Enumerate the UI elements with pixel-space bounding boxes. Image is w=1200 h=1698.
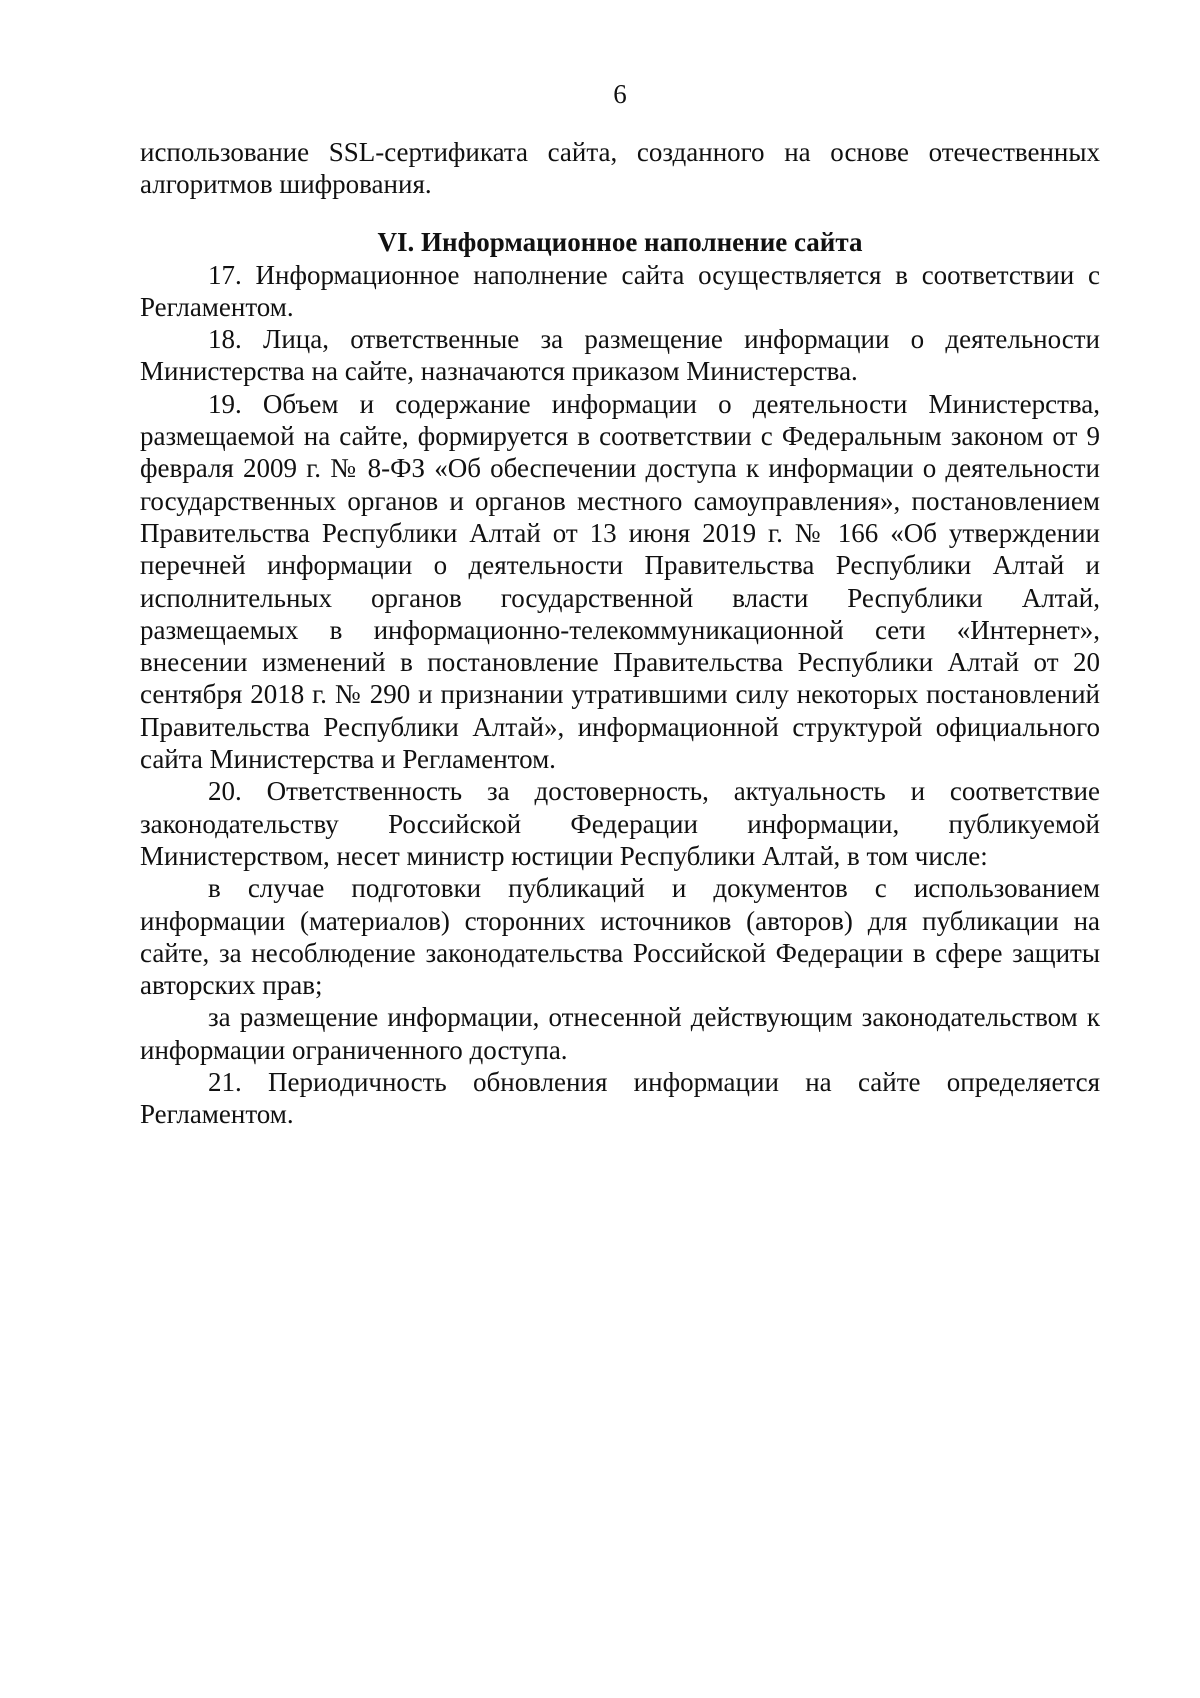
paragraph-18: 18. Лица, ответственные за размещение информации о деятельности Министерства на сайте, назначаются приказом Министерства. bbox=[140, 324, 1100, 387]
paragraph-19: 19. Объем и содержание информации о деятельности Министерства, размещаемой на сайте, формируется в соответствии с Федеральным законом от 9 февраля 2009 г. № 8-ФЗ «Об обеспечении доступа к информации о деятельности государственных органов и органов местного самоуправления», постановлением Правительства Республики Алтай от 13 июня 2019 г. № 166 «Об утверждении перечней информации о деятельности Правительства Республики Алтай и исполнительных органов государственной власти Республики Алтай, размещаемых в информационно-телекоммуникационной сети «Интернет», внесении изменений в постановление Правительства Республики Алтай от 20 сентября 2018 г. № 290 и признании утратившими силу некоторых постановлений Правительства Республики Алтай», информационной структурой официального сайта Министерства и Регламентом. bbox=[140, 388, 1100, 775]
paragraph-continuation: использование SSL-сертификата сайта, созданного на основе отечественных алгоритмов шифрования. bbox=[140, 137, 1100, 200]
paragraph-21: 21. Периодичность обновления информации на сайте определяется Регламентом. bbox=[140, 1067, 1100, 1130]
document-body bbox=[140, 136, 1100, 1131]
paragraph-20: 20. Ответственность за достоверность, актуальность и соответствие законодательству Российской Федерации информации, публикуемой Министерством, несет министр юстиции Республики Алтай, в том числе: bbox=[140, 776, 1100, 871]
paragraph-20-item-2: за размещение информации, отнесенной действующим законодательством к информации ограниченного доступа. bbox=[140, 1002, 1100, 1065]
paragraph-20-item-1: в случае подготовки публикаций и документов с использованием информации (материалов) сторонних источников (авторов) для публикации на сайте, за несоблюдение законодательства Российской Федерации в сфере защиты авторских прав; bbox=[140, 873, 1100, 1001]
page-number: 6 bbox=[613, 79, 627, 109]
paragraph-17: 17. Информационное наполнение сайта осуществляется в соответствии с Регламентом. bbox=[140, 259, 1100, 322]
section-heading: VI. Информационное наполнение сайта bbox=[377, 226, 863, 257]
